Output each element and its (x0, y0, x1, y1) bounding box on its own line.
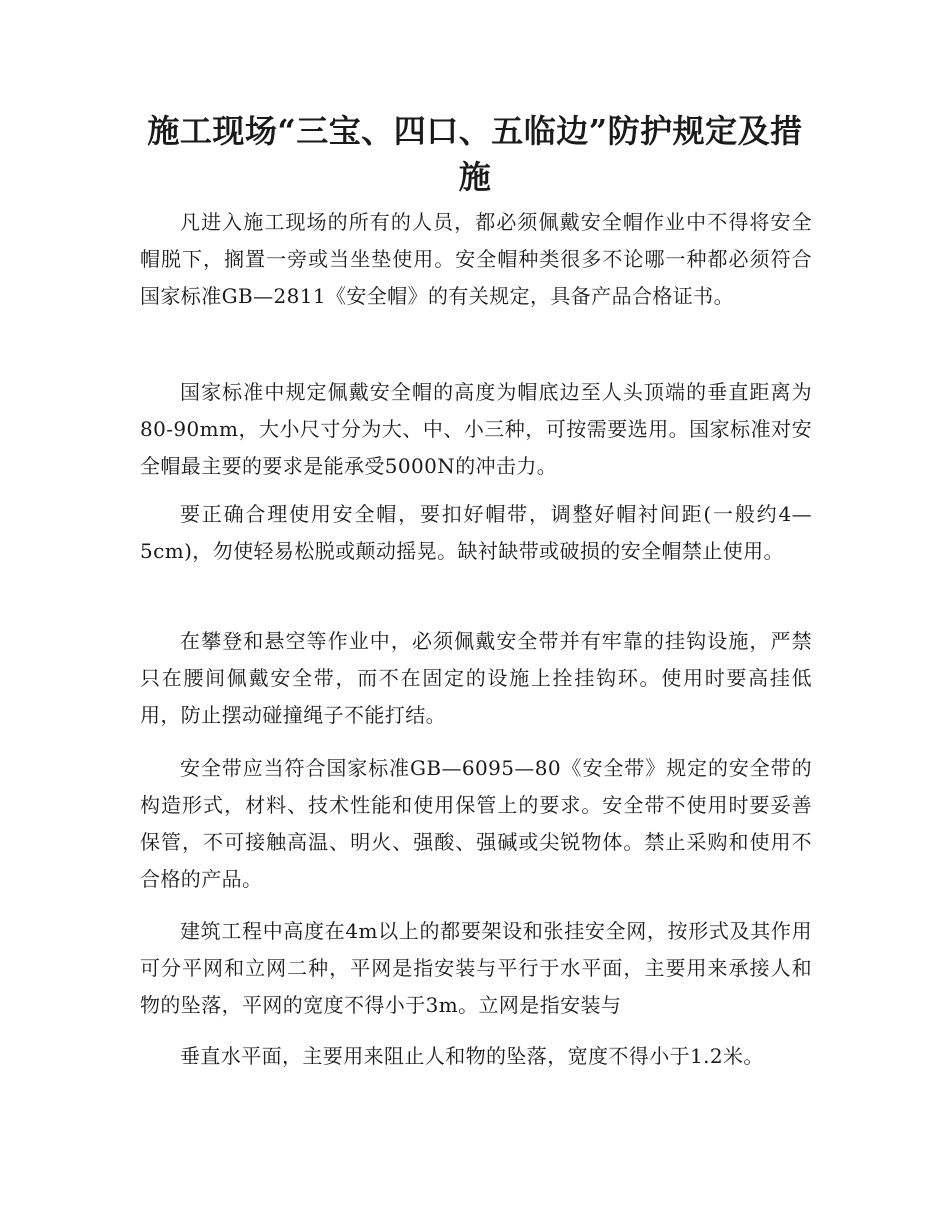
paragraph-hard-hat-requirement: 凡进入施工现场的所有的人员，都必须佩戴安全帽作业中不得将安全帽脱下，搁置一旁或当坐垫使用。安全帽种类很多不论哪一种都必须符合国家标准GB—2811《安全帽》的有关规定，具备产品合格证书。 (140, 210, 812, 308)
paragraph-safety-belt-usage: 在攀登和悬空等作业中，必须佩戴安全带并有牢靠的挂钩设施，严禁只在腰间佩戴安全带，而不在固定的设施上拴挂钩环。使用时要高挂低用，防止摆动碰撞绳子不能打结。 (140, 629, 812, 727)
paragraph-safety-net: 建筑工程中高度在4m以上的都要架设和张挂安全网，按形式及其作用可分平网和立网二种，平网是指安装与平行于水平面，主要用来承接人和物的坠落，平网的宽度不得小于3m。立网是指安装与 (140, 919, 812, 1017)
document-title: 施工现场“三宝、四口、五临边”防护规定及措施 (147, 112, 803, 196)
paragraph-vertical-net: 垂直水平面，主要用来阻止人和物的坠落，宽度不得小于1.2米。 (180, 1044, 764, 1068)
paragraph-safety-belt-standard: 安全带应当符合国家标准GB—6095—80《安全带》规定的安全带的构造形式，材料、技术性能和使用保管上的要求。安全带不使用时要妥善保管，不可接触高温、明火、强酸、强碱或尖锐物体。禁止采购和使用不合格的产品。 (140, 756, 812, 891)
paragraph-hard-hat-usage: 要正确合理使用安全帽，要扣好帽带，调整好帽衬间距(一般约4—5cm)，勿使轻易松脱或颠动摇晃。缺衬缺带或破损的安全帽禁止使用。 (140, 502, 812, 563)
paragraph-hard-hat-standard: 国家标准中规定佩戴安全帽的高度为帽底边至人头顶端的垂直距离为80-90mm，大小尺寸分为大、中、小三种，可按需要选用。国家标准对安全帽最主要的要求是能承受5000N的冲击力。 (140, 380, 812, 478)
